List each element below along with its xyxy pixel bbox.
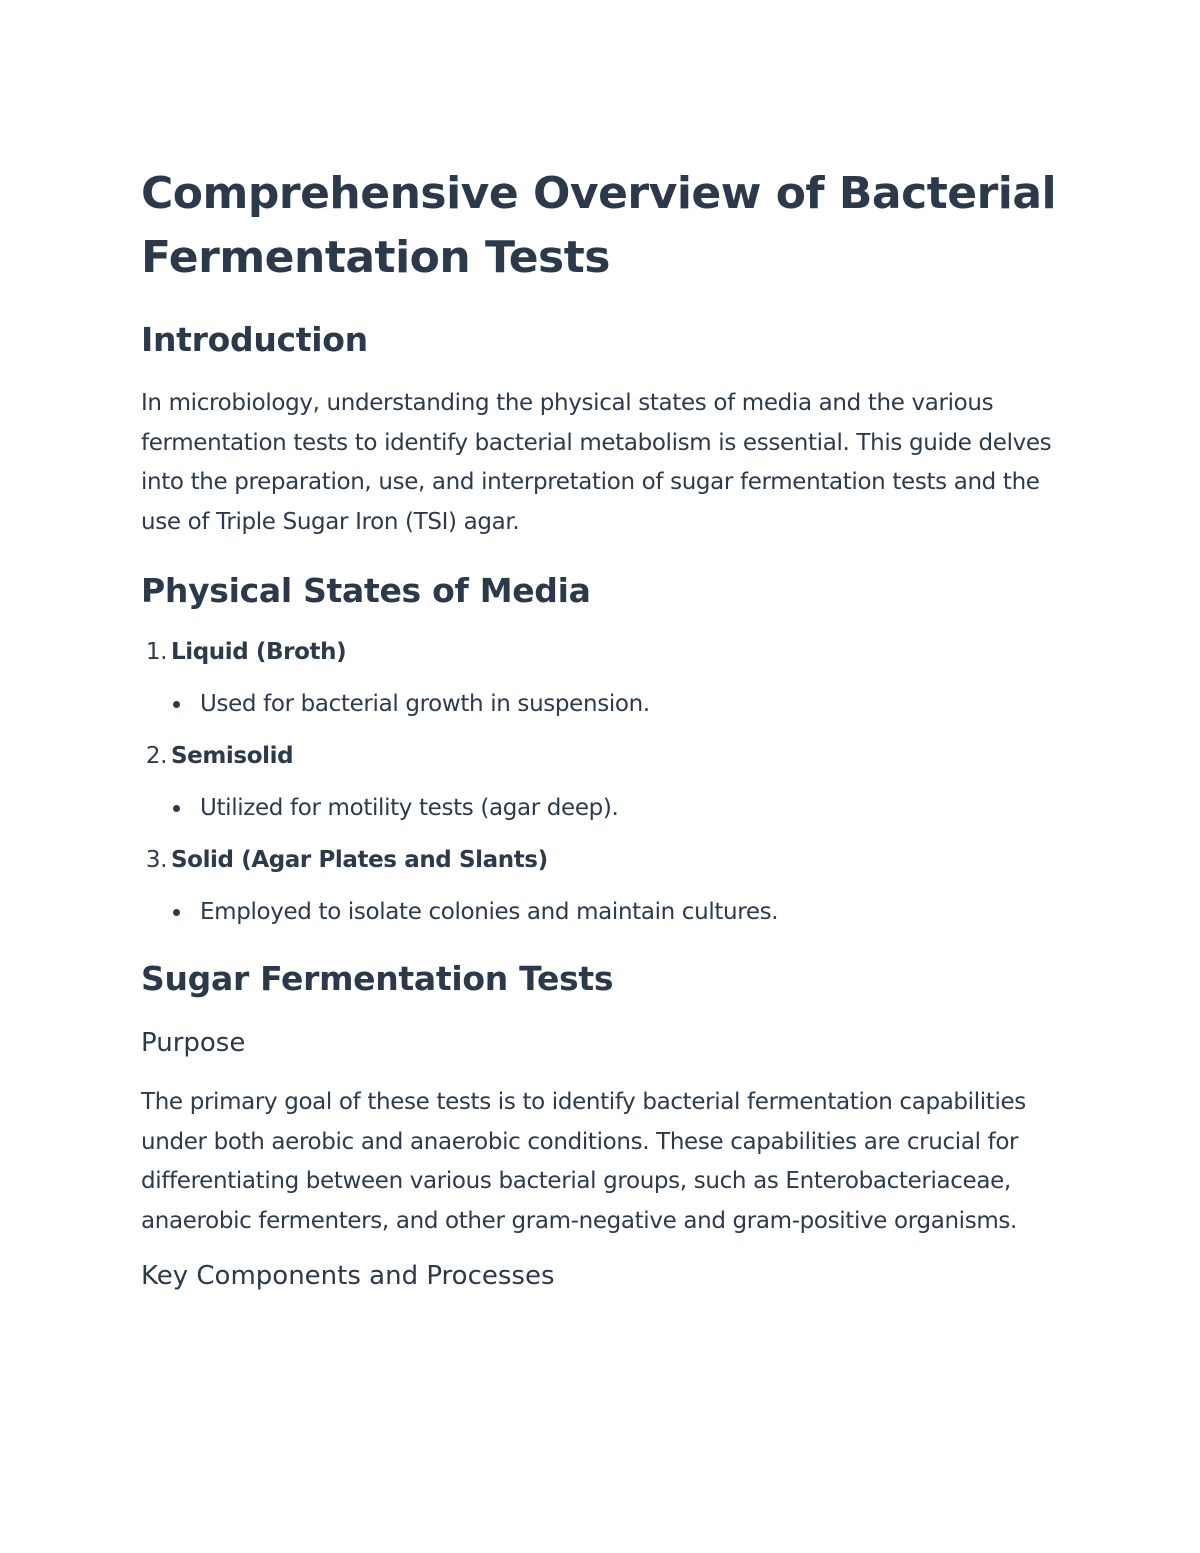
sub-list-item xyxy=(141,893,1071,931)
sub-list xyxy=(141,893,1071,931)
key-components-heading: Key Components and Processes xyxy=(141,1260,555,1291)
sub-list xyxy=(141,789,1071,827)
bullet-icon xyxy=(173,909,180,916)
document-content xyxy=(141,162,1071,1294)
list-item-number: 3 . xyxy=(141,841,167,879)
sub-list-item xyxy=(141,685,1071,723)
list-item-number: 2 . xyxy=(141,737,167,775)
sub-list-item-text: Employed to isolate colonies and maintain cultures. xyxy=(200,898,779,925)
list-item-title: Liquid (Broth) xyxy=(171,638,347,665)
introduction-heading: Introduction xyxy=(141,320,368,359)
bullet-icon xyxy=(173,701,180,708)
sub-list-item xyxy=(141,789,1071,827)
list-item-title: Semisolid xyxy=(171,742,294,769)
list-item-title: Solid (Agar Plates and Slants) xyxy=(171,846,548,873)
document-title: Comprehensive Overview of Bacterial Fermentation Tests xyxy=(141,168,1057,283)
sub-list xyxy=(141,685,1071,723)
bullet-icon xyxy=(173,805,180,812)
sugar-fermentation-heading: Sugar Fermentation Tests xyxy=(141,958,614,998)
purpose-heading: Purpose xyxy=(141,1027,246,1058)
physical-states-list xyxy=(141,633,1071,931)
sub-list-item-text: Utilized for motility tests (agar deep). xyxy=(200,794,619,821)
list-item-semisolid xyxy=(141,737,1071,827)
list-item-solid xyxy=(141,841,1071,931)
list-item-number: 1 . xyxy=(141,633,167,671)
introduction-paragraph: In microbiology, understanding the physical states of media and the various fermentation tests to identify bacterial metabolism is essential. This guide delves into the preparation, use, and interpretation of sugar fermentation tests and the use of Triple Sugar Iron (TSI) agar. xyxy=(141,390,1052,536)
list-item-liquid xyxy=(141,633,1071,723)
sub-list-item-text: Used for bacterial growth in suspension. xyxy=(200,690,650,717)
purpose-paragraph: The primary goal of these tests is to identify bacterial fermentation capabilities under both aerobic and anaerobic conditions. These capabilities are crucial for differentiating between various bacterial groups, such as Enterobacteriaceae, anaerobic fermenters, and other gram-negative and gram-positive organisms. xyxy=(141,1088,1026,1234)
physical-states-heading: Physical States of Media xyxy=(141,570,591,610)
